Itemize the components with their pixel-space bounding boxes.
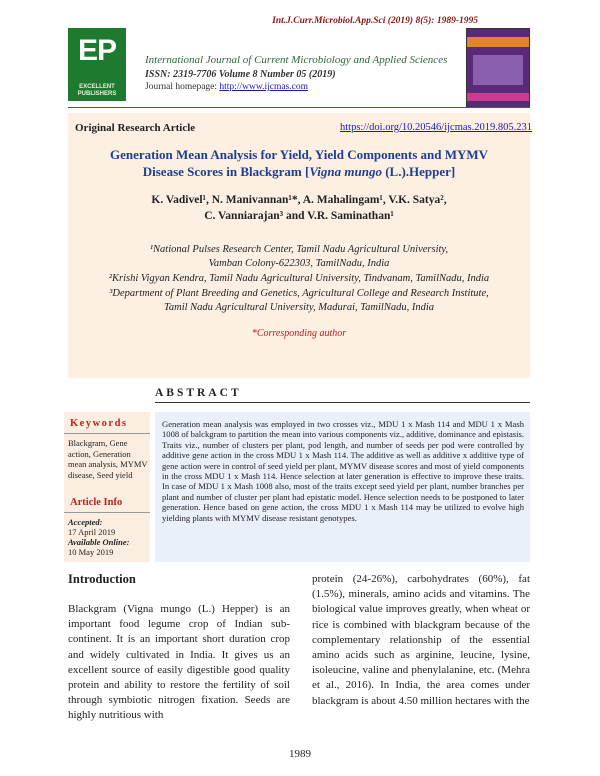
issn-line: ISSN: 2319-7706 Volume 8 Number 05 (2019) [145,69,336,80]
authors-line-1: K. Vadivel¹, N. Manivannan¹*, A. Mahalingam¹, V.K. Satya², [151,194,447,206]
title-species: Vigna mungo [309,164,382,179]
body-right-column: protein (24-26%), carbohydrates (60%), fat (1.5%), minerals, amino acids and vitamins. The biological value improves greatly, when wheat or rice is combined with blackgram because of the complementary relationship of the essential amino acids such as arginine, leucine, lysine, isoleucine, valine and phenylalanine, etc. (Mehra et al., 2016). In India, the area comes under blackgram is about 4.50 million hectares with the [312,573,530,707]
abstract-text: Generation mean analysis was employed in two crosses viz., MDU 1 x Mash 114 and MDU 1 x Mash 1008 of balckgram to partition the mean into various components viz., additive, dominance and epistasis. Traits viz., number of clusters per plant, pod length, and number of seeds per pod were controlled by additive gene action in the cross MDU 1 x Mash 114. The additive as well as additive x additive type of gene action were in control of seed yield per plant, MYMV disease scores and most of yield components in the cross MDU 1 x Mash 114. Hence selection at later generation is effective to improve these traits. In case of MDU 1 x Mash 1008 also, most of the traits except seed yield per plant, number branches per plant and number of cluster per plant had epistatic model. Hence selection needs to be postponed to later generation. Hence based on gene action, the cross MDU 1 x Mash 114 may be utilized to evolve high yielding plants with MYMV disease resistant genotypes. [162,419,524,523]
journal-citation: Int.J.Curr.Microbiol.App.Sci (2019) 8(5): 1989-1995 [272,16,478,26]
publisher-logo [68,28,126,101]
accepted-date: 17 April 2019 [68,527,116,537]
authors-line-2: C. Vanniarajan³ and V.R. Saminathan¹ [204,210,394,222]
abstract-heading: ABSTRACT [155,387,242,399]
affiliation-1: ¹National Pulses Research Center, Tamil Nadu Agricultural University, Vamban Colony-622303, TamilNadu, India [149,244,449,269]
affiliation-2: ²Krishi Vigyan Kendra, Tamil Nadu Agricultural University, Tindvanam, TamilNadu, India [108,273,490,284]
available-online-label: Available Online: [68,537,130,547]
body-left-column: Blackgram (Vigna mungo (L.) Hepper) is an important food legume crop of Indian sub-continent. It is an important short duration crop and widely cultivated in India. It gives us an excellent source of easily digestible good quality protein and ability to restore the fertility of soil through symbiotic nitrogen fixation. Seeds are highly nutritious with [68,603,290,722]
author-list [68,192,530,224]
title-line-1: Generation Mean Analysis for Yield, Yield Components and MYMV [109,147,489,162]
article-title [68,146,530,180]
homepage-link[interactable]: http://www.ijcmas.com [219,82,308,92]
logo-text: EXCELLENT PUBLISHERS [77,84,117,97]
keywords-heading: Keywords [70,418,128,429]
accepted-label: Accepted: [68,517,103,527]
doi-link[interactable]: https://doi.org/10.20546/ijcmas.2019.805.231 [339,122,532,133]
available-online-date: 10 May 2019 [68,547,114,557]
journal-name: International Journal of Current Microbiology and Applied Sciences [145,54,448,66]
keywords-divider [64,433,150,434]
page-number: 1989 [289,748,311,760]
article-info-divider [64,512,150,513]
article-info-dates [68,517,148,557]
abstract-divider [155,402,530,403]
journal-homepage [145,82,308,92]
journal-cover-image [466,28,530,108]
article-type: Original Research Article [75,122,196,134]
title-line-2: Disease Scores in Blackgram [Vigna mungo (L.).Hepper] [142,164,456,179]
article-info-heading: Article Info [70,497,123,508]
header-divider [68,107,530,108]
introduction-heading: Introduction [68,572,136,586]
keywords-list: Blackgram, Gene action, Generation mean analysis, MYMV disease, Seed yield [68,438,148,480]
affiliation-3: ³Department of Plant Breeding and Genetics, Agricultural College and Research Institute, Tamil Nadu Agricultural University, Madurai, TamilNadu, India [109,288,489,313]
corresponding-author-note: *Corresponding author [251,328,347,339]
homepage-label: Journal homepage: [145,82,220,92]
logo-letters: EP [77,34,117,67]
